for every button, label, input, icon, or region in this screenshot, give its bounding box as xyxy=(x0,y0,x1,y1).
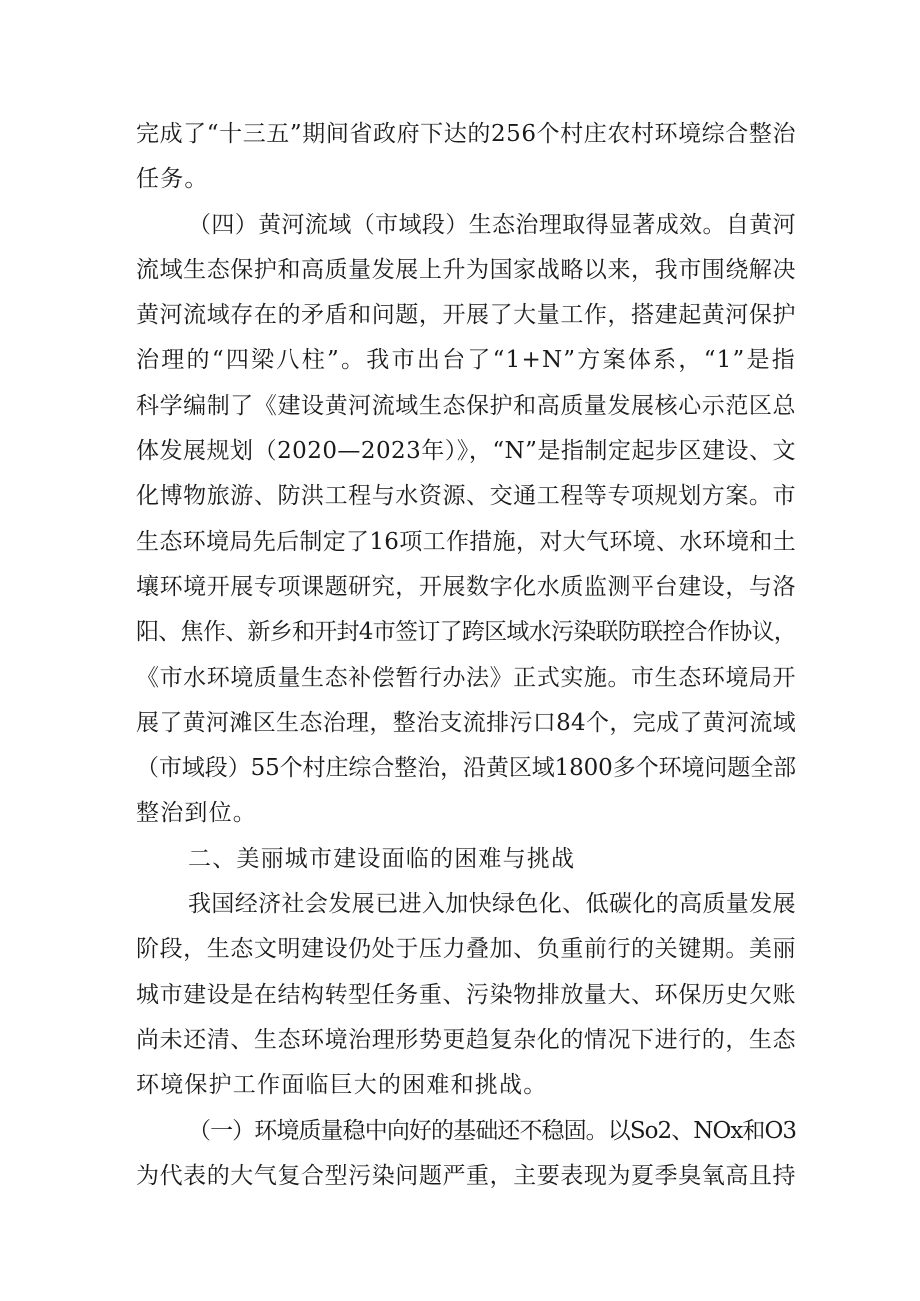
text-line: 整治到位。 xyxy=(136,800,257,827)
text-line: （一）环境质量稳中向好的基础还不稳固。以So2、NOx和O3 xyxy=(188,1117,796,1144)
text-line: 治理的“四梁八柱”。我市出台了“1+N”方案体系，“1”是指 xyxy=(136,347,796,374)
text-line: （四）黄河流域（市域段）生态治理取得显著成效。自黄河 xyxy=(188,211,796,238)
document-body xyxy=(136,112,796,1199)
text-line: 科学编制了《建设黄河流域生态保护和高质量发展核心示范区总 xyxy=(136,392,796,419)
text-line: 阳、焦作、新乡和开封4市签订了跨区域水污染联防联控合作协议， xyxy=(136,619,796,646)
paragraph-environment-quality xyxy=(136,1109,796,1200)
text-line: 展了黄河滩区生态治理，整治支流排污口84个，完成了黄河流域 xyxy=(136,709,796,736)
section-heading-text: 二、美丽城市建设面临的困难与挑战 xyxy=(188,845,576,872)
paragraph-challenges-overview xyxy=(136,882,796,1108)
paragraph-rural-renovation-completion xyxy=(136,112,796,203)
text-line: 化博物旅游、防洪工程与水资源、交通工程等专项规划方案。市 xyxy=(136,483,796,510)
text-line: 体发展规划（2020—2023年）》，“N”是指制定起步区建设、文 xyxy=(136,438,796,465)
text-line: 为代表的大气复合型污染问题严重，主要表现为夏季臭氧高且持 xyxy=(136,1162,796,1189)
text-line: 任务。 xyxy=(136,166,209,193)
section-heading xyxy=(136,837,796,882)
text-line: 我国经济社会发展已进入加快绿色化、低碳化的高质量发展 xyxy=(188,891,796,918)
text-line: 《市水环境质量生态补偿暂行办法》正式实施。市生态环境局开 xyxy=(136,664,796,691)
text-line: 环境保护工作面临巨大的困难和挑战。 xyxy=(136,1072,548,1099)
text-line: 完成了“十三五”期间省政府下达的256个村庄农村环境综合整治 xyxy=(136,121,796,147)
text-line: 城市建设是在结构转型任务重、污染物排放量大、环保历史欠账 xyxy=(136,981,796,1008)
text-line: 生态环境局先后制定了16项工作措施，对大气环境、水环境和土 xyxy=(136,528,796,555)
text-line: 壤环境开展专项课题研究，开展数字化水质监测平台建设，与洛 xyxy=(136,573,796,600)
text-line: 流域生态保护和高质量发展上升为国家战略以来，我市围绕解决 xyxy=(136,256,796,283)
text-line: 阶段，生态文明建设仍处于压力叠加、负重前行的关键期。美丽 xyxy=(136,936,796,963)
text-line: （市域段）55个村庄综合整治，沿黄区域1800多个环境问题全部 xyxy=(136,755,796,782)
paragraph-yellow-river-governance xyxy=(136,203,796,837)
text-line: 尚未还清、生态环境治理形势更趋复杂化的情况下进行的，生态 xyxy=(136,1026,796,1053)
text-line: 黄河流域存在的矛盾和问题，开展了大量工作，搭建起黄河保护 xyxy=(136,302,796,329)
